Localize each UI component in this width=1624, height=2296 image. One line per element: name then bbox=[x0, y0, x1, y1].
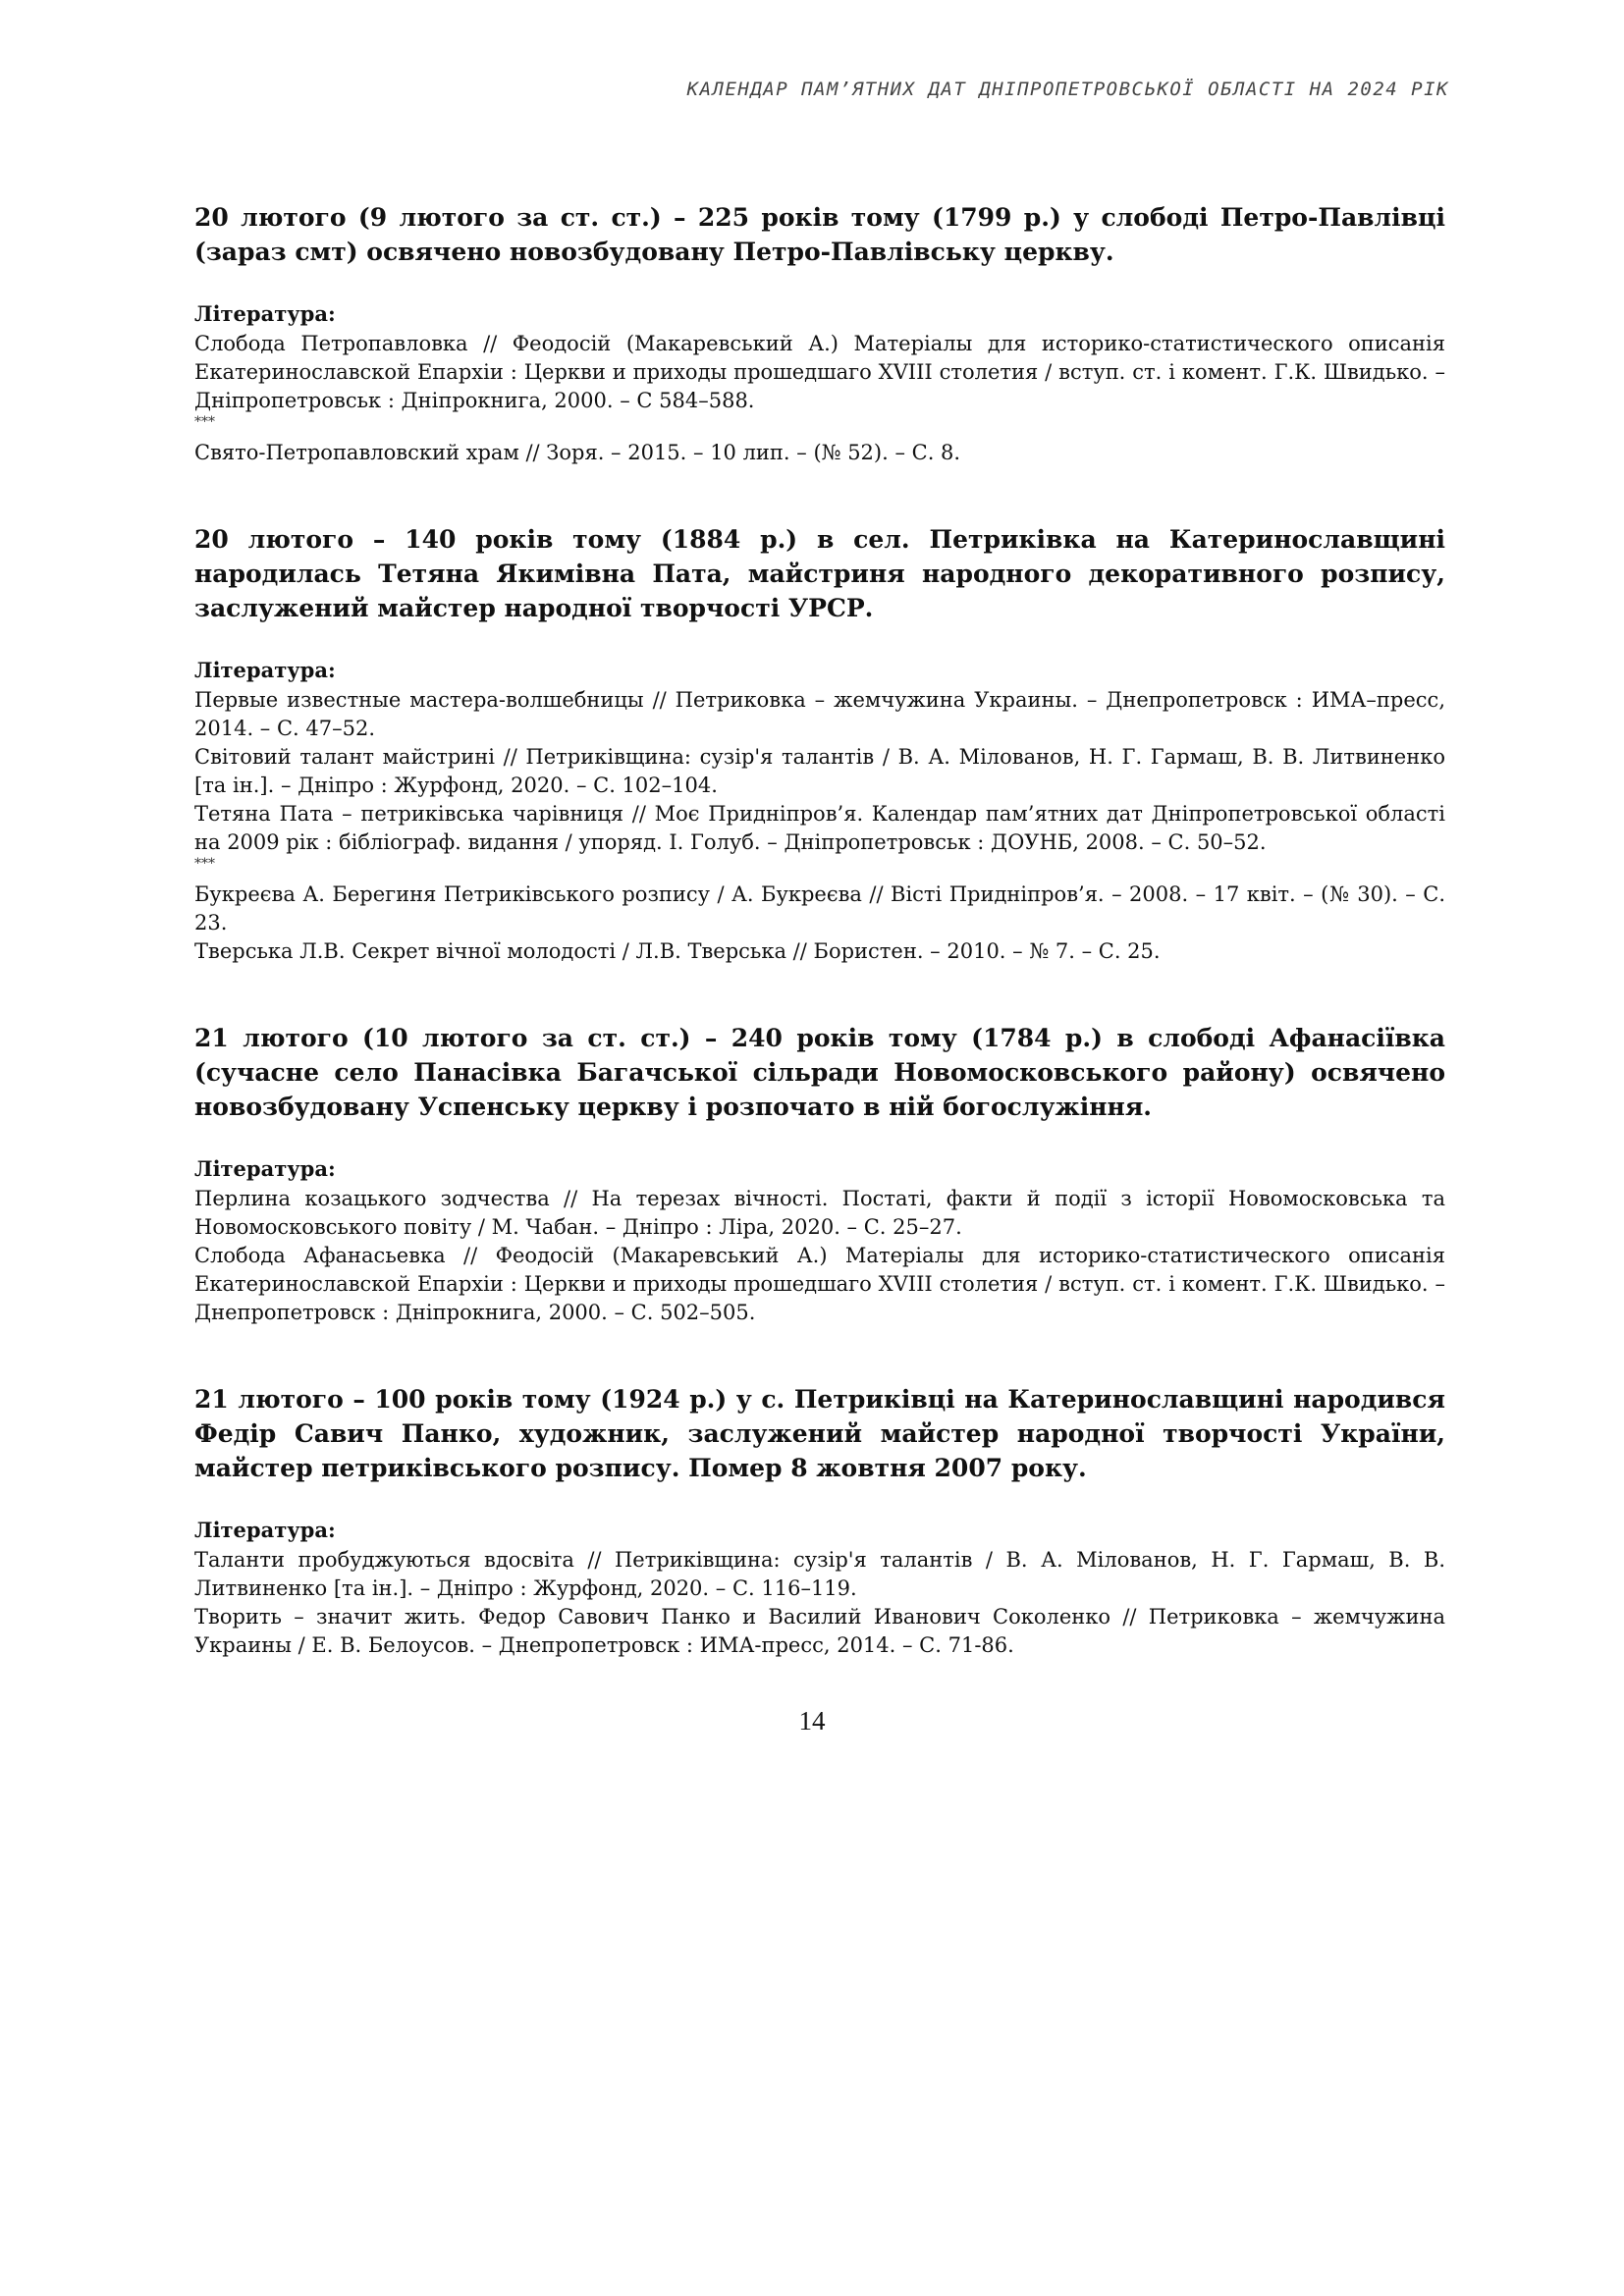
entry-title: 20 лютого (9 лютого за ст. ст.) – 225 років тому (1799 р.) у слободі Петро-Павлівці (зараз смт) освячено новозбудовану Петро-Павлівську церкву. bbox=[194, 203, 1445, 266]
running-header: КАЛЕНДАР ПАМ’ЯТНИХ ДАТ ДНІПРОПЕТРОВСЬКОЇ ОБЛАСТІ НА 2024 РІК bbox=[686, 79, 1449, 100]
literature-item: Букреєва А. Берегиня Петриківського розпису / А. Букреєва // Вісті Придніпров’я. – 2008. – 17 квіт. – (№ 30). – С. 23. bbox=[194, 882, 1445, 934]
entry-title: 20 лютого – 140 років тому (1884 р.) в сел. Петриківка на Катеринославщині народилась Тетяна Якимівна Пата, майстриня народного декоративного розпису, заслужений майстер народної творчості УРСР. bbox=[194, 525, 1445, 622]
literature-heading: Література: bbox=[194, 658, 336, 682]
literature-separator: *** bbox=[194, 414, 215, 430]
literature-separator: *** bbox=[194, 856, 215, 872]
entry-title: 21 лютого (10 лютого за ст. ст.) – 240 років тому (1784 р.) в слободі Афанасіївка (сучасне село Панасівка Багачської сільради Новомосковського району) освячено новозбудовану Успенську церкву і розпочато в ній богослужіння. bbox=[194, 1024, 1445, 1121]
entry-title: 21 лютого – 100 років тому (1924 р.) у с. Петриківці на Катеринославщині народився Федір Савич Панко, художник, заслужений майстер народної творчості України, майстер петриківського розпису. Помер 8 жовтня 2007 року. bbox=[194, 1385, 1445, 1482]
literature-heading: Література: bbox=[194, 1156, 336, 1181]
literature-item: Тетяна Пата – петриківська чарівниця // Моє Придніпров’я. Календар пам’ятних дат Дніпропетровської області на 2009 рік : бібліограф. видання / упоряд. І. Голуб. – Дніпропетровськ : ДОУНБ, 2008. – С. 50–52. bbox=[194, 802, 1445, 854]
literature-item: Творить – значит жить. Федор Савович Панко и Василий Иванович Соколенко // Петриковка – жемчужина Украины / Е. В. Белоусов. – Днепропетровск : ИМА-пресс, 2014. – С. 71-86. bbox=[194, 1605, 1445, 1657]
literature-item: Таланти пробуджуються вдосвіта // Петриківщина: сузір'я талантів / В. А. Мілованов, Н. Г. Гармаш, В. В. Литвиненко [та ін.]. – Дніпро : Журфонд, 2020. – С. 116–119. bbox=[194, 1548, 1445, 1600]
literature-heading: Література: bbox=[194, 1518, 336, 1542]
literature-item: Свято-Петропавловский храм // Зоря. – 2015. – 10 лип. – (№ 52). – С. 8. bbox=[194, 441, 961, 464]
calendar-entry bbox=[194, 200, 1445, 467]
calendar-entry bbox=[194, 1382, 1445, 1660]
literature-item: Первые известные мастера-волшебницы // Петриковка – жемчужина Украины. – Днепропетровск : ИМА–пресс, 2014. – С. 47–52. bbox=[194, 688, 1445, 740]
calendar-entry bbox=[194, 522, 1445, 966]
content-body bbox=[194, 200, 1445, 1715]
page-number: 14 bbox=[798, 1706, 826, 1735]
literature-item: Перлина козацького зодчества // На терезах вічності. Постаті, факти й події з історії Новомосковська та Новомосковського повіту / М. Чабан. – Дніпро : Ліра, 2020. – С. 25–27. bbox=[194, 1187, 1445, 1239]
literature-item: Слобода Петропавловка // Феодосій (Макаревський А.) Матеріалы для историко-статистического описанія Екатеринославской Епархіи : Церкви и приходы прошедшаго XVIII столетия / вступ. ст. і комент. Г.К. Швидько. – Дніпропетровськ : Дніпрокнига, 2000. – С 584–588. bbox=[194, 332, 1445, 412]
literature-heading: Література: bbox=[194, 301, 336, 326]
literature-item: Тверська Л.В. Секрет вічної молодості / Л.В. Тверська // Бористен. – 2010. – № 7. – С. 25. bbox=[194, 939, 1161, 963]
literature-item: Світовий талант майстрині // Петриківщина: сузір'я талантів / В. А. Мілованов, Н. Г. Гармаш, В. В. Литвиненко [та ін.]. – Дніпро : Журфонд, 2020. – С. 102–104. bbox=[194, 745, 1445, 797]
calendar-entry bbox=[194, 1021, 1445, 1327]
literature-item: Слобода Афанасьевка // Феодосій (Макаревський А.) Матеріалы для историко-статистического описанія Екатеринославской Епархіи : Церкви и приходы прошедшаго XVIII столетия / вступ. ст. і комент. Г.К. Швидько. – Днепропетровск : Дніпрокнига, 2000. – С. 502–505. bbox=[194, 1244, 1445, 1324]
